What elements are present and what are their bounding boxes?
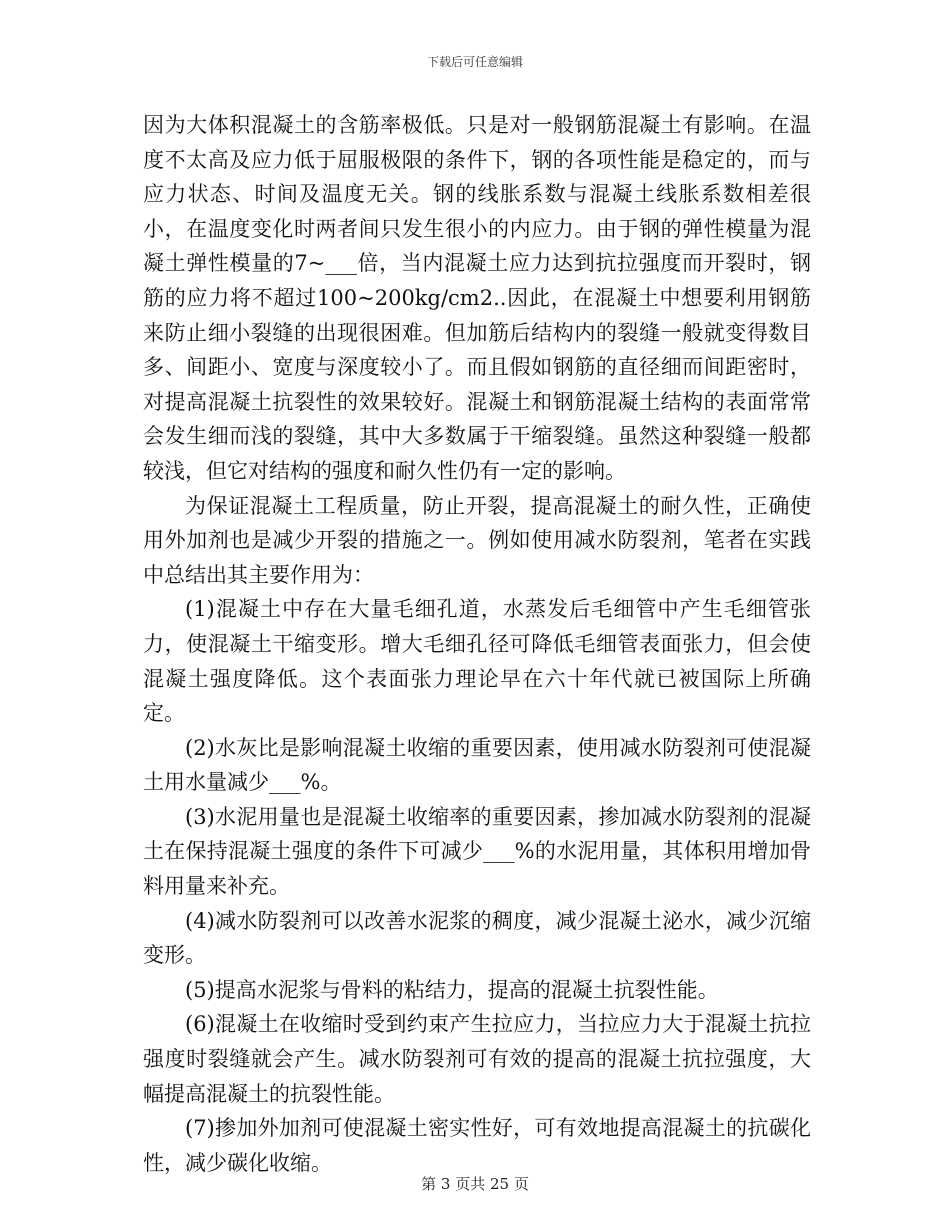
list-item-7: (7)掺加外加剂可使混凝土密实性好，可有效地提高混凝土的抗碳化性，减少碳化收缩。 xyxy=(143,1116,811,1175)
paragraph-admixture-intro: 为保证混凝土工程质量，防止开裂，提高混凝土的耐久性，正确使用外加剂也是减少开裂的措施之一。例如使用减水防裂剂，笔者在实践中总结出其主要作用为： xyxy=(143,493,811,587)
list-item-4: (4)减水防裂剂可以改善水泥浆的稠度，减少混凝土泌水，减少沉缩变形。 xyxy=(143,908,811,968)
list-item-1: (1)混凝土中存在大量毛细孔道，水蒸发后毛细管中产生毛细管张力，使混凝土干缩变形。增大毛细孔径可降低毛细管表面张力，但会使混凝土强度降低。这个表面张力理论早在六十年代就已被国际上所确定。 xyxy=(143,597,811,726)
list-item-3: (3)水泥用量也是混凝土收缩率的重要因素，掺加减水防裂剂的混凝土在保持混凝土强度的条件下可减少___%的水泥用量，其体积用增加骨料用量来补充。 xyxy=(143,804,811,899)
page-number-footer: 第 3 页共 25 页 xyxy=(421,1175,529,1193)
page-header: 下载后可任意编辑 xyxy=(426,55,523,69)
list-item-2: (2)水灰比是影响混凝土收缩的重要因素，使用减水防裂剂可使混凝土用水量减少___%。 xyxy=(143,735,811,795)
paragraph-steel-reinforcement: 因为大体积混凝土的含筋率极低。只是对一般钢筋混凝土有影响。在温度不太高及应力低于屈服极限的条件下，钢的各项性能是稳定的，而与应力状态、时间及温度无关。钢的线胀系数与混凝土线胀系数相差很小，在温度变化时两者间只发生很小的内应力。由于钢的弹性模量为混凝土弹性模量的7~___倍，当内混凝土应力达到抗拉强度而开裂时，钢筋的应力将不超过100~200kg/cm2..因此，在混凝土中想要利用钢筋来防止细小裂缝的出现很困难。但加筋后结构内的裂缝一般就变得数目多、间距小、宽度与深度较小了。而且假如钢筋的直径细而间距密时，对提高混凝土抗裂性的效果较好。混凝土和钢筋混凝土结构的表面常常会发生细而浅的裂缝，其中大多数属于干缩裂缝。虽然这种裂缝一般都较浅，但它对结构的强度和耐久性仍有一定的影响。 xyxy=(143,113,811,483)
list-item-5: (5)提高水泥浆与骨料的粘结力，提高的混凝土抗裂性能。 xyxy=(185,977,719,1002)
list-item-6: (6)混凝土在收缩时受到约束产生拉应力，当拉应力大于混凝土抗拉强度时裂缝就会产生。减水防裂剂可有效的提高的混凝土抗拉强度，大幅提高混凝土的抗裂性能。 xyxy=(143,1012,811,1106)
document-body xyxy=(143,108,811,1180)
